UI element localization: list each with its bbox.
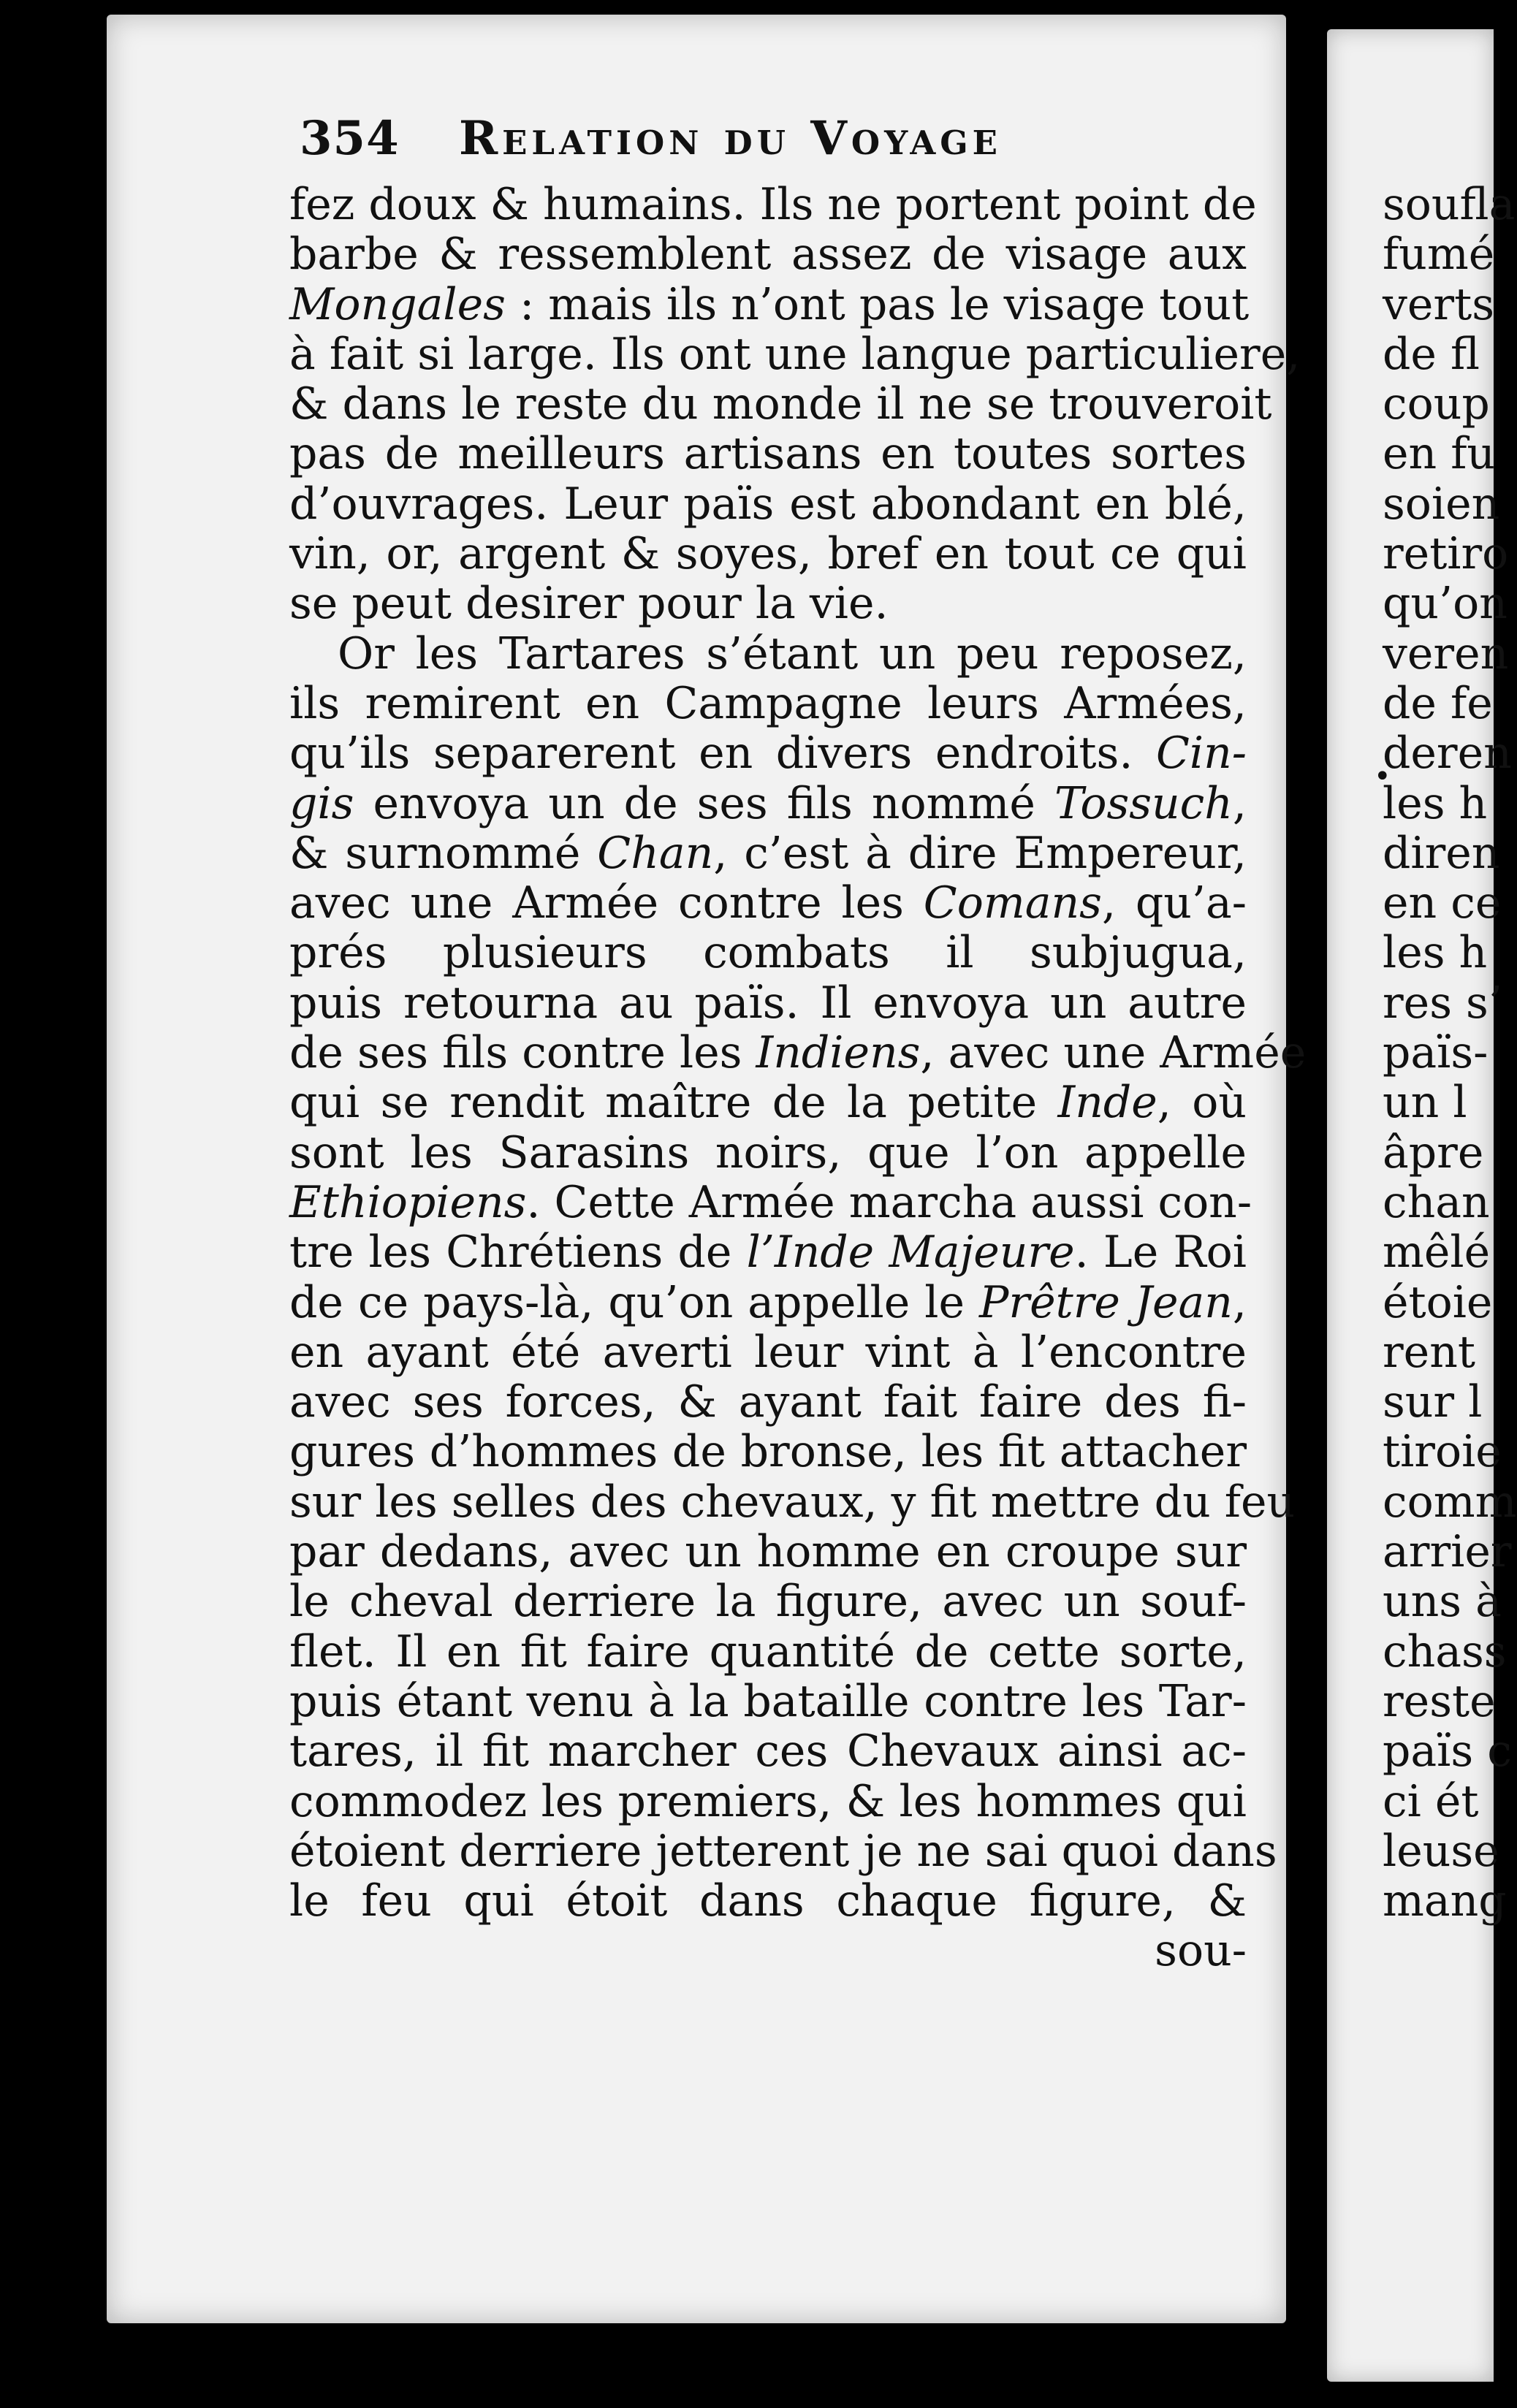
text-run: en ayant été averti leur vint à l’encontre	[289, 1326, 1247, 1378]
text-line	[289, 429, 1247, 479]
text-line	[289, 1777, 1247, 1826]
right-page-line: soufla	[1383, 179, 1516, 230]
text-run: tares, il fit marcher ces Chevaux ainsi ac-	[289, 1726, 1247, 1778]
text-run: & surnommé	[289, 827, 598, 879]
text-line	[289, 1227, 1247, 1277]
text-run: commodez les premiers, & les hommes qui	[289, 1775, 1247, 1827]
text-line	[289, 529, 1247, 579]
text-run: prés plusieurs combats il subjugua,	[289, 927, 1247, 979]
text-line	[289, 1078, 1247, 1127]
text-run: qui se rendit maître de la petite	[289, 1077, 1058, 1129]
text-run: vin, or, argent & soyes, bref en tout ce qui	[289, 528, 1247, 580]
text-run: barbe & ressemblent assez de visage aux	[289, 229, 1247, 281]
right-page-line: veren	[1383, 628, 1509, 679]
right-page-line: comm	[1383, 1476, 1517, 1528]
text-line	[289, 1176, 1252, 1228]
right-page-line: âpre	[1383, 1127, 1484, 1178]
text-run: ,	[1232, 777, 1247, 829]
text-line	[289, 328, 1301, 380]
text-line	[289, 1825, 1277, 1877]
italic-text: Mongales	[289, 278, 506, 330]
text-line	[289, 1128, 1247, 1178]
text-run: envoya un de ses fils nommé	[354, 777, 1054, 829]
right-page-line: chass	[1383, 1626, 1507, 1677]
right-page-line: ci ét	[1383, 1775, 1479, 1827]
text-line	[289, 1278, 1247, 1327]
right-page-line: reste	[1383, 1675, 1496, 1727]
text-line	[289, 1527, 1247, 1577]
text-run: tre les Chrétiens de	[289, 1227, 747, 1279]
right-page-line: deren	[1383, 728, 1512, 780]
text-line	[289, 1577, 1247, 1626]
text-run: ,	[1232, 1276, 1247, 1328]
text-run: & dans le reste du monde il ne se trouveroit	[289, 378, 1272, 430]
text-line	[289, 378, 1272, 430]
right-page-line: les h	[1383, 927, 1488, 979]
text-run: se peut desirer pour la vie.	[289, 578, 889, 630]
italic-text: Inde	[1057, 1077, 1157, 1129]
text-line	[289, 928, 1247, 978]
right-page-line: leuse	[1383, 1825, 1499, 1877]
text-run: , où	[1157, 1077, 1247, 1129]
text-run: étoient derriere jetterent je ne sai quoi dans	[289, 1825, 1277, 1877]
text-line	[289, 229, 1247, 279]
italic-text: l’Inde Majeure	[746, 1227, 1075, 1279]
text-line	[289, 679, 1247, 728]
right-page-line: qu’on	[1383, 578, 1508, 630]
text-run: ils remirent en Campagne leurs Armées,	[289, 677, 1247, 729]
text-line	[289, 1677, 1247, 1726]
page-header	[300, 110, 1279, 168]
text-run: pas de meilleurs artisans en toutes sortes	[289, 428, 1247, 480]
italic-text: Cin-	[1155, 728, 1247, 780]
text-line	[289, 579, 1247, 628]
text-line	[289, 728, 1247, 778]
text-run: . Cette Armée marcha aussi con-	[526, 1176, 1252, 1228]
page-number: 354	[300, 111, 400, 166]
body-text	[289, 179, 1307, 1977]
text-line	[289, 1627, 1247, 1677]
text-run: de ce pays-là, qu’on appelle le	[289, 1276, 980, 1328]
italic-text: Indiens	[756, 1027, 921, 1079]
text-run: fez doux & humains. Ils ne portent point de	[289, 179, 1257, 230]
right-page-line: verts	[1383, 278, 1494, 330]
text-run: . Le Roi	[1074, 1227, 1247, 1279]
text-line	[289, 1027, 1307, 1079]
right-page-line: un l	[1383, 1077, 1467, 1129]
text-run: puis retourna au païs. Il envoya un autre	[289, 977, 1247, 1029]
right-page-line: uns à	[1383, 1576, 1502, 1628]
text-run: à fait si large. Ils ont une langue particuliere,	[289, 328, 1301, 380]
text-run: puis étant venu à la bataille contre les Tar-	[289, 1675, 1247, 1727]
running-head: Relation du Voyage	[458, 111, 1002, 166]
text-run: flet. Il en fit faire quantité de cette sorte,	[289, 1626, 1247, 1677]
text-run: Or les Tartares s’étant un peu reposez,	[338, 628, 1247, 679]
text-run: , c’est à dire Empereur,	[713, 827, 1247, 879]
text-run: d’ouvrages. Leur païs est abondant en blé,	[289, 478, 1247, 530]
text-run: le feu qui étoit dans chaque figure, &	[289, 1875, 1247, 1927]
right-page-line: mêlé	[1383, 1227, 1491, 1279]
text-line	[289, 978, 1247, 1028]
text-run: qu’ils separerent en divers endroits.	[289, 728, 1156, 780]
right-page-line: rent	[1383, 1326, 1475, 1378]
right-page-line: en ce	[1383, 877, 1502, 929]
text-line	[289, 878, 1247, 928]
italic-text: gis	[289, 777, 354, 829]
text-line	[289, 278, 1250, 330]
italic-text: Comans	[923, 877, 1102, 929]
right-page-line: coup	[1383, 378, 1490, 430]
right-page	[1327, 29, 1517, 2382]
text-run: avec ses forces, & ayant fait faire des fi-	[289, 1376, 1247, 1428]
right-page-line: de fe	[1383, 677, 1493, 729]
right-page-line: diren	[1383, 827, 1500, 879]
text-line	[289, 629, 1247, 679]
text-line	[289, 1427, 1247, 1477]
text-line	[289, 828, 1247, 878]
italic-text: Prêtre Jean	[979, 1276, 1233, 1328]
catchword: sou-	[1155, 1925, 1247, 1977]
text-run: de ses fils contre les	[289, 1027, 756, 1079]
right-page-line: païs-	[1383, 1027, 1489, 1079]
right-page-line: soien	[1383, 478, 1500, 530]
italic-text: Chan	[597, 827, 714, 879]
text-line	[289, 1476, 1296, 1528]
right-page-line: arrier	[1383, 1526, 1512, 1578]
text-line	[289, 479, 1247, 529]
right-page-line: chan	[1383, 1176, 1490, 1228]
right-page-line: les h	[1383, 777, 1488, 829]
right-page-line: en fu	[1383, 428, 1496, 480]
text-run: le cheval derriere la figure, avec un souf-	[289, 1576, 1247, 1628]
text-run: par dedans, avec un homme en croupe sur	[289, 1526, 1247, 1578]
right-page-line: res s’	[1383, 977, 1502, 1029]
italic-text: Tossuch	[1054, 777, 1233, 829]
text-run: : mais ils n’ont pas le visage tout	[505, 278, 1250, 330]
text-run: sur les selles des chevaux, y fit mettre du feu	[289, 1476, 1296, 1528]
text-run: gures d’hommes de bronse, les fit attacher	[289, 1426, 1247, 1478]
right-page-line: retiro	[1383, 528, 1509, 580]
text-run: avec une Armée contre les	[289, 877, 924, 929]
right-page-text	[1383, 180, 1517, 1926]
text-line	[289, 779, 1247, 828]
text-line	[289, 1327, 1247, 1377]
right-page-line: étoie	[1383, 1276, 1493, 1328]
text-line	[289, 1876, 1247, 1926]
right-page-line: sur l	[1383, 1376, 1483, 1428]
right-page-line: fumé	[1383, 229, 1495, 281]
right-page-line: païs c	[1383, 1726, 1512, 1778]
right-page-line: tiroie	[1383, 1426, 1502, 1478]
right-page-line: mang	[1383, 1875, 1507, 1927]
italic-text: Ethiopiens	[289, 1176, 527, 1228]
text-line	[289, 179, 1257, 230]
margin-mark: •	[1374, 760, 1391, 793]
text-line	[289, 1377, 1247, 1427]
text-line	[289, 1726, 1247, 1776]
text-run: sont les Sarasins noirs, que l’on appelle	[289, 1127, 1247, 1178]
text-run: , avec une Armée	[920, 1027, 1307, 1079]
right-page-line: de fl	[1383, 328, 1480, 380]
text-run: , qu’a-	[1101, 877, 1247, 929]
